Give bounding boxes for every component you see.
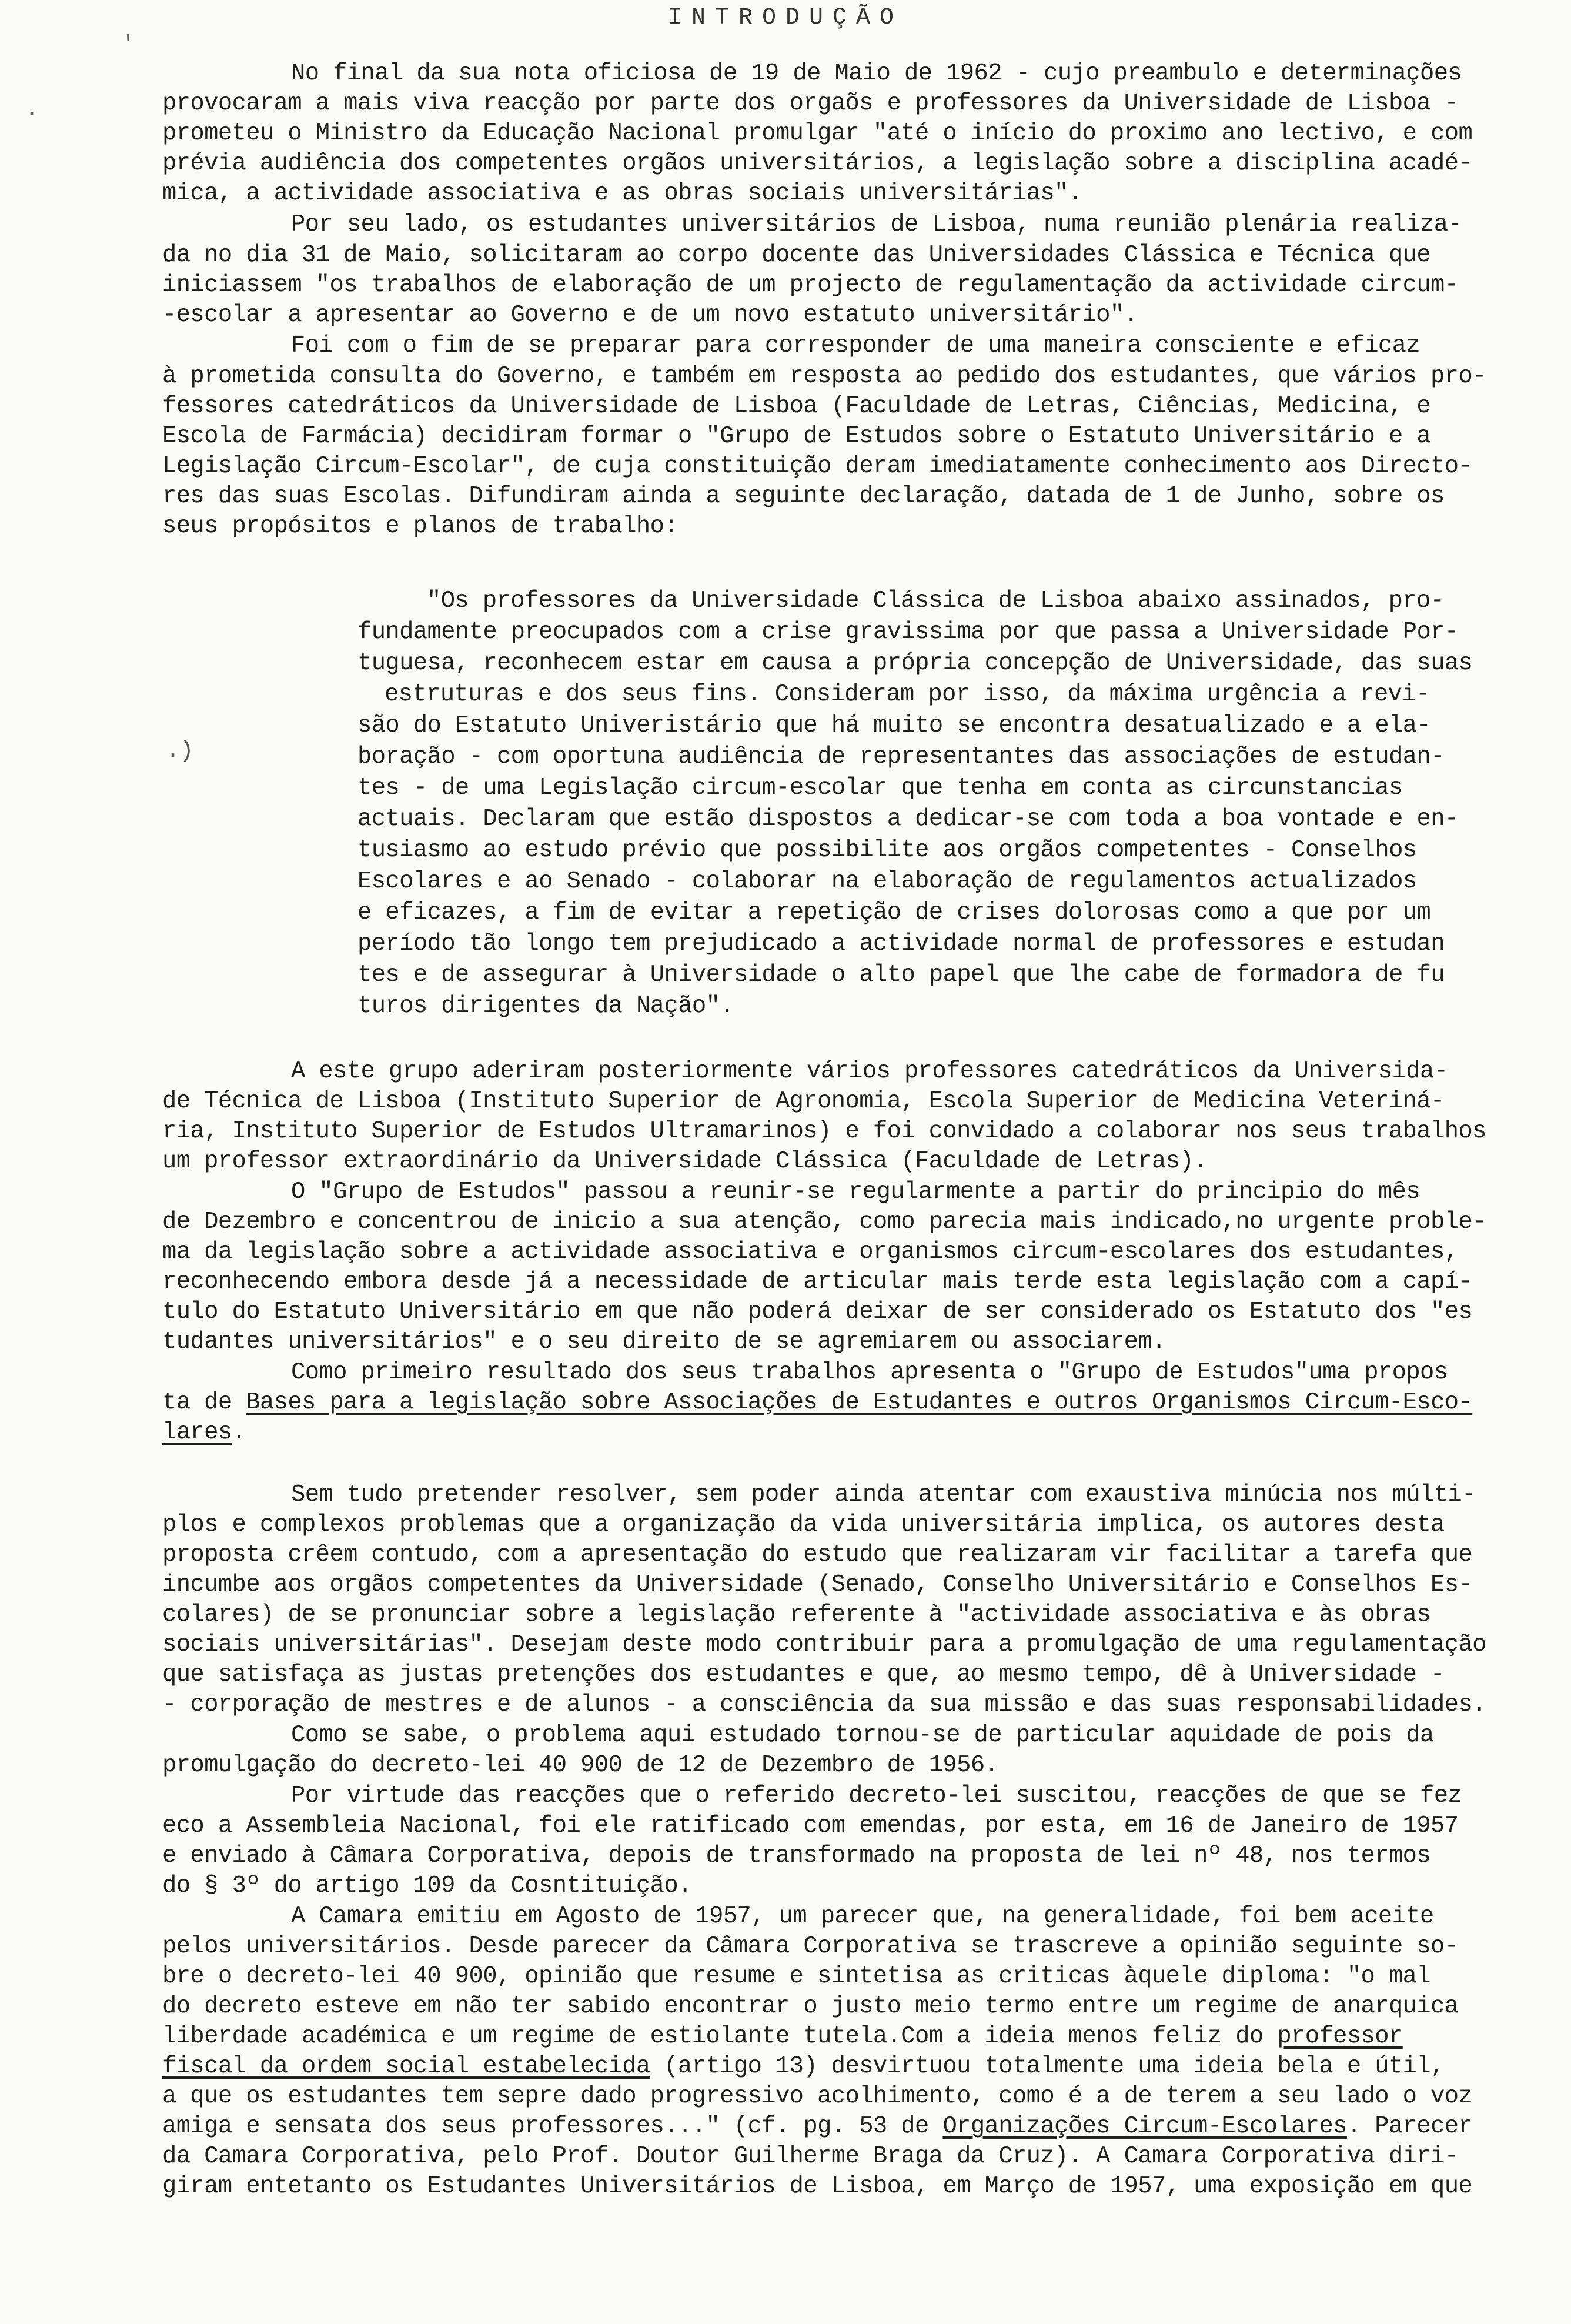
body-line: à prometida consulta do Governo, e também em resposta ao pedido dos estudantes, que vários pro- [162, 363, 1486, 390]
body-line: pelos universitários. Desde parecer da Câmara Corporativa se trascreve a opinião seguinte so- [162, 1933, 1459, 1960]
body-text: (artigo 13) desvirtuou totalmente uma ideia bela e útil, [650, 2053, 1445, 2080]
quote-line: tuguesa, reconhecem estar em causa a própria concepção de Universidade, das suas [357, 650, 1473, 677]
body-line: que satisfaça as justas pretenções dos estudantes e que, ao mesmo tempo, dê à Universidade - [162, 1661, 1445, 1688]
body-line: prometeu o Ministro da Educação Nacional promulgar "até o início do proximo ano lectivo, e com [162, 120, 1473, 147]
body-line: No final da sua nota oficiosa de 19 de Maio de 1962 - cujo preambulo e determinações [291, 60, 1462, 87]
body-line: Como se sabe, o problema aqui estudado tornou-se de particular aquidade de pois da [291, 1722, 1434, 1749]
body-line: Sem tudo pretender resolver, sem poder ainda atentar com exaustiva minúcia nos múlti- [291, 1481, 1476, 1508]
margin-mark: ' [121, 32, 135, 58]
body-line [162, 1391, 1472, 1415]
body-line: da no dia 31 de Maio, solicitaram ao corpo docente das Universidades Clássica e Técnica que [162, 242, 1431, 269]
body-line: seus propósitos e planos de trabalho: [162, 513, 678, 540]
quote-line: fundamente preocupados com a crise gravissima por que passa a Universidade Por- [357, 619, 1459, 646]
body-line: colares) de se pronunciar sobre a legislação referente à "actividade associativa e às obras [162, 1601, 1431, 1628]
quote-line: "Os professores da Universidade Clássica de Lisboa abaixo assinados, pro- [427, 587, 1445, 615]
quote-line: Escolares e ao Senado - colaborar na elaboração de regulamentos actualizados [357, 868, 1417, 895]
body-text: ta de [162, 1389, 246, 1416]
body-line: iniciassem "os trabalhos de elaboração de um projecto de regulamentação da actividade circum- [162, 272, 1459, 299]
underlined-phrase: fiscal da ordem social estabelecida [162, 2053, 650, 2080]
body-line: proposta crêem contudo, com a apresentação do estudo que realizaram vir facilitar a tarefa que [162, 1541, 1473, 1568]
body-line: prévia audiência dos competentes orgãos universitários, a legislação sobre a disciplina acadé- [162, 150, 1473, 177]
body-line: Por virtude das reacções que o referido decreto-lei suscitou, reacções de que se fez [291, 1782, 1462, 1809]
body-line [162, 2025, 1403, 2049]
body-line: e enviado à Câmara Corporativa, depois de transformado na proposta de lei nº 48, nos termos [162, 1842, 1431, 1869]
body-line [162, 2115, 1472, 2139]
body-line: plos e complexos problemas que a organização da vida universitária implica, os autores desta [162, 1511, 1445, 1538]
body-line: A este grupo aderiram posteriormente vários professores catedráticos da Universida- [291, 1058, 1448, 1085]
body-line: de Dezembro e concentrou de inicio a sua atenção, como parecia mais indicado,no urgente proble- [162, 1208, 1486, 1236]
page-title: INTRODUÇÃO [667, 5, 904, 31]
body-line: reconhecendo embora desde já a necessidade de articular mais terde esta legislação com a capí- [162, 1268, 1473, 1295]
quote-line: boração - com oportuna audiência de representantes das associações de estudan- [357, 743, 1445, 770]
quote-line: turos dirigentes da Nação". [357, 993, 734, 1020]
proposal-title-underlined: Bases para a legislação sobre Associações de Estudantes e outros Organismos Circum-Esco- [246, 1389, 1473, 1416]
body-text: amiga e sensata dos seus professores..." (cf. pg. 53 de [162, 2113, 943, 2140]
body-line: provocaram a mais viva reacção por parte dos orgaõs e professores da Universidade de Lisboa - [162, 90, 1459, 117]
quote-line: período tão longo tem prejudicado a actividade normal de professores e estudan [357, 930, 1445, 957]
margin-mark: . [25, 96, 39, 123]
body-line: A Camara emitiu em Agosto de 1957, um parecer que, na generalidade, foi bem aceite [291, 1903, 1434, 1930]
quote-line: actuais. Declaram que estão dispostos a dedicar-se com toda a boa vontade e en- [357, 806, 1459, 833]
body-line: - corporação de mestres e de alunos - a consciência da sua missão e das suas responsabilidades. [162, 1691, 1486, 1718]
body-line: de Técnica de Lisboa (Instituto Superior de Agronomia, Escola Superior de Medicina Veteriná- [162, 1088, 1445, 1115]
body-line: Como primeiro resultado dos seus trabalhos apresenta o "Grupo de Estudos"uma propos [291, 1359, 1448, 1386]
body-text: . Parecer [1346, 2113, 1473, 2140]
body-line: giram entetanto os Estudantes Universitários de Lisboa, em Março de 1957, uma exposição em que [162, 2173, 1473, 2200]
body-line: -escolar a apresentar ao Governo e de um novo estatuto universitário". [162, 302, 1138, 329]
quote-line: estruturas e dos seus fins. Consideram por isso, da máxima urgência a revi- [385, 681, 1430, 708]
body-line: promulgação do decreto-lei 40 900 de 12 de Dezembro de 1956. [162, 1752, 999, 1779]
body-text: liberdade académica e um regime de estiolante tutela.Com a ideia menos feliz do [162, 2023, 1278, 2050]
quote-line: tes e de assegurar à Universidade o alto papel que lhe cabe de formadora de fu [357, 961, 1445, 989]
body-line: Foi com o fim de se preparar para corresponder de uma maneira consciente e eficaz [291, 332, 1420, 359]
body-line: incumbe aos orgãos competentes da Universidade (Senado, Conselho Universitário e Conselhos Es- [162, 1571, 1473, 1598]
body-line: eco a Assembleia Nacional, foi ele ratificado com emendas, por esta, em 16 de Janeiro de 1957 [162, 1812, 1459, 1839]
quote-line: tes - de uma Legislação circum-escolar que tenha em conta as circunstancias [357, 774, 1403, 802]
body-line: do decreto esteve em não ter sabido encontrar o justo meio termo entre um regime de anarquica [162, 1993, 1459, 2020]
body-line: ma da legislação sobre a actividade associativa e organismos circum-escolares dos estudantes, [162, 1238, 1459, 1265]
body-line: mica, a actividade associativa e as obras sociais universitárias". [162, 180, 1082, 207]
body-line: Escola de Farmácia) decidiram formar o "Grupo de Estudos sobre o Estatuto Universitário e a [162, 423, 1431, 450]
body-line: tudantes universitários" e o seu direito de se agremiarem ou associarem. [162, 1328, 1166, 1355]
body-text: . [232, 1419, 246, 1446]
body-line: ria, Instituto Superior de Estudos Ultramarinos) e foi convidado a colaborar nos seus trabalhos [162, 1118, 1486, 1145]
quote-line: e eficazes, a fim de evitar a repetição de crises dolorosas como a que por um [357, 899, 1431, 926]
body-line: da Camara Corporativa, pelo Prof. Doutor Guilherme Braga da Cruz). A Camara Corporativa diri- [162, 2143, 1459, 2170]
body-line [162, 1421, 246, 1445]
body-line: tulo do Estatuto Universitário em que não poderá deixar de ser considerado os Estatuto dos "es [162, 1298, 1473, 1325]
margin-mark: .) [166, 738, 193, 764]
body-line: fessores catedráticos da Universidade de Lisboa (Faculdade de Letras, Ciências, Medicina, e [162, 393, 1431, 420]
body-line: res das suas Escolas. Difundiram ainda a seguinte declaração, datada de 1 de Junho, sobre os [162, 483, 1445, 510]
underlined-title: Organizações Circum-Escolares [942, 2113, 1347, 2140]
quote-line: tusiasmo ao estudo prévio que possibilite aos orgãos competentes - Conselhos [357, 837, 1417, 864]
quote-line: são do Estatuto Univeristário que há muito se encontra desatualizado e a ela- [357, 712, 1431, 739]
body-line: um professor extraordinário da Universidade Clássica (Faculdade de Letras). [162, 1148, 1208, 1175]
body-line: sociais universitárias". Desejam deste modo contribuir para a promulgação de uma regulamentação [162, 1631, 1486, 1658]
body-line: Legislação Circum-Escolar", de cuja constituição deram imediatamente conhecimento aos Directo- [162, 453, 1473, 480]
underlined-phrase: professor [1277, 2023, 1403, 2050]
body-line: O "Grupo de Estudos" passou a reunir-se regularmente a partir do principio do mês [291, 1178, 1420, 1206]
body-line: do § 3º do artigo 109 da Cosntituição. [162, 1872, 692, 1899]
body-line [162, 2055, 1445, 2079]
body-line: bre o decreto-lei 40 900, opinião que resume e sintetisa as criticas àquele diploma: "o mal [162, 1963, 1431, 1990]
proposal-title-underlined: lares [162, 1419, 232, 1446]
body-line: Por seu lado, os estudantes universitários de Lisboa, numa reunião plenária realiza- [291, 211, 1462, 238]
body-line: a que os estudantes tem sepre dado progressivo acolhimento, como é a de terem a seu lado o voz [162, 2083, 1473, 2110]
